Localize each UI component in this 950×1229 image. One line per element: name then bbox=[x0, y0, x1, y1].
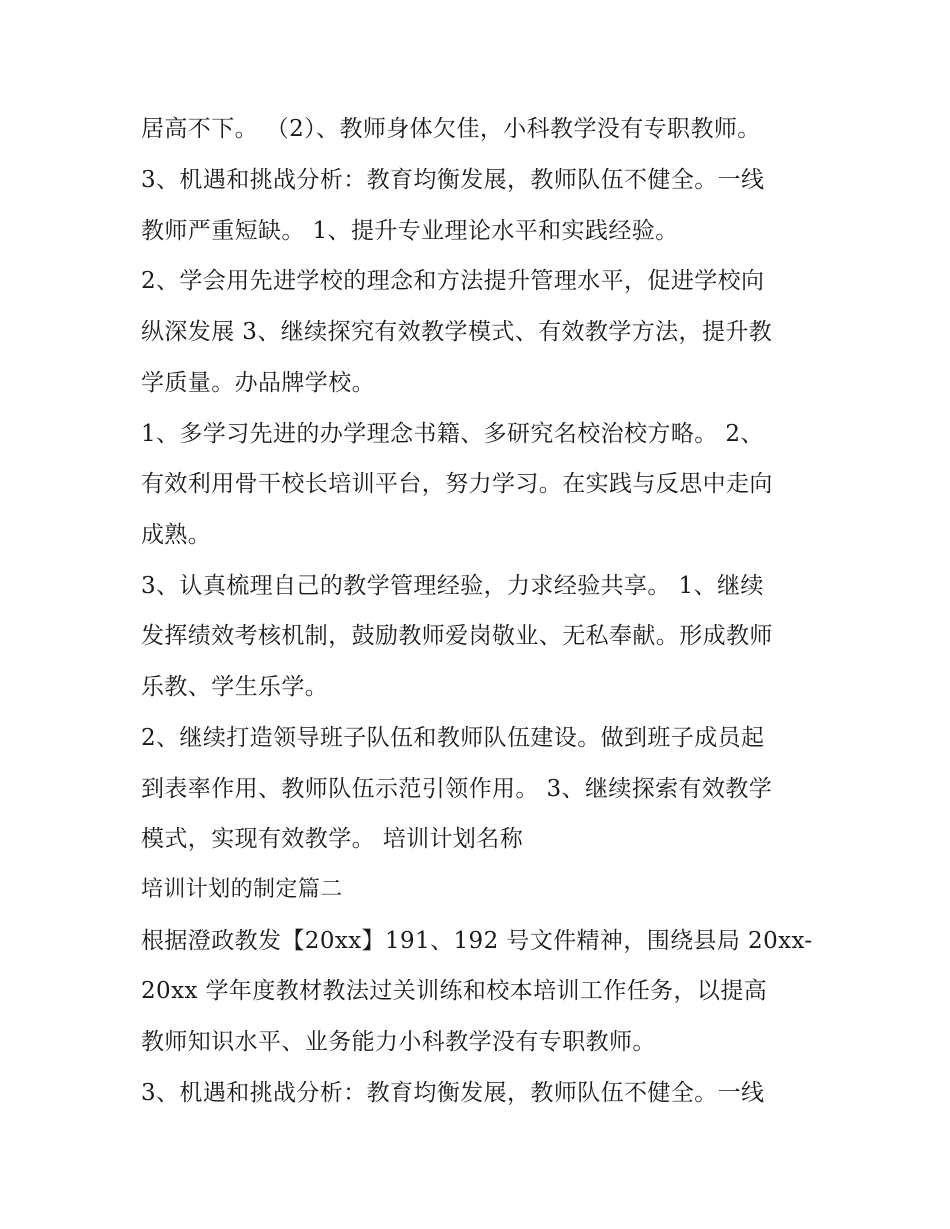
text-line: 教师严重短缺。 1、提升专业理论水平和实践经验。 bbox=[141, 218, 679, 244]
text-line: 到表率作用、教师队伍示范引领作用。 3、继续探索有效教学 bbox=[141, 776, 773, 802]
text-line: 乐教、学生乐学。 bbox=[141, 674, 329, 700]
text-line: 发挥绩效考核机制，鼓励教师爱岗敬业、无私奉献。形成教师 bbox=[141, 623, 773, 649]
text-line: 纵深发展 3、继续探究有效教学模式、有效教学方法，提升教 bbox=[141, 319, 773, 345]
text-line: 模式，实现有效教学。 培训计划名称 bbox=[141, 826, 524, 852]
text-line: 教师知识水平、业务能力小科教学没有专职教师。 bbox=[141, 1029, 656, 1055]
text-line: 3、机遇和挑战分析：教育均衡发展，教师队伍不健全。一线 bbox=[141, 167, 765, 193]
text-line: 成熟。 bbox=[141, 522, 212, 548]
text-line: 居高不下。 （2）、教师身体欠佳，小科教学没有专职教师。 bbox=[141, 116, 761, 142]
text-line: 根据澄政教发【20xx】191、192 号文件精神，围绕县局 20xx- bbox=[141, 928, 813, 954]
text-line: 20xx 学年度教材教法过关训练和校本培训工作任务，以提高 bbox=[141, 978, 768, 1004]
text-line: 1、多学习先进的办学理念书籍、多研究名校治校方略。 2、 bbox=[141, 421, 764, 447]
section-heading: 培训计划的制定篇二 bbox=[141, 877, 343, 902]
text-line: 2、学会用先进学校的理念和方法提升管理水平，促进学校向 bbox=[141, 268, 765, 294]
text-line: 3、认真梳理自己的教学管理经验，力求经验共享。 1、继续 bbox=[141, 573, 764, 599]
text-line: 2、继续打造领导班子队伍和教师队伍建设。做到班子成员起 bbox=[141, 725, 765, 751]
text-line: 3、机遇和挑战分析：教育均衡发展，教师队伍不健全。一线 bbox=[141, 1080, 765, 1106]
text-line: 有效利用骨干校长培训平台，努力学习。在实践与反思中走向 bbox=[141, 471, 773, 497]
text-line: 学质量。办品牌学校。 bbox=[141, 370, 375, 396]
